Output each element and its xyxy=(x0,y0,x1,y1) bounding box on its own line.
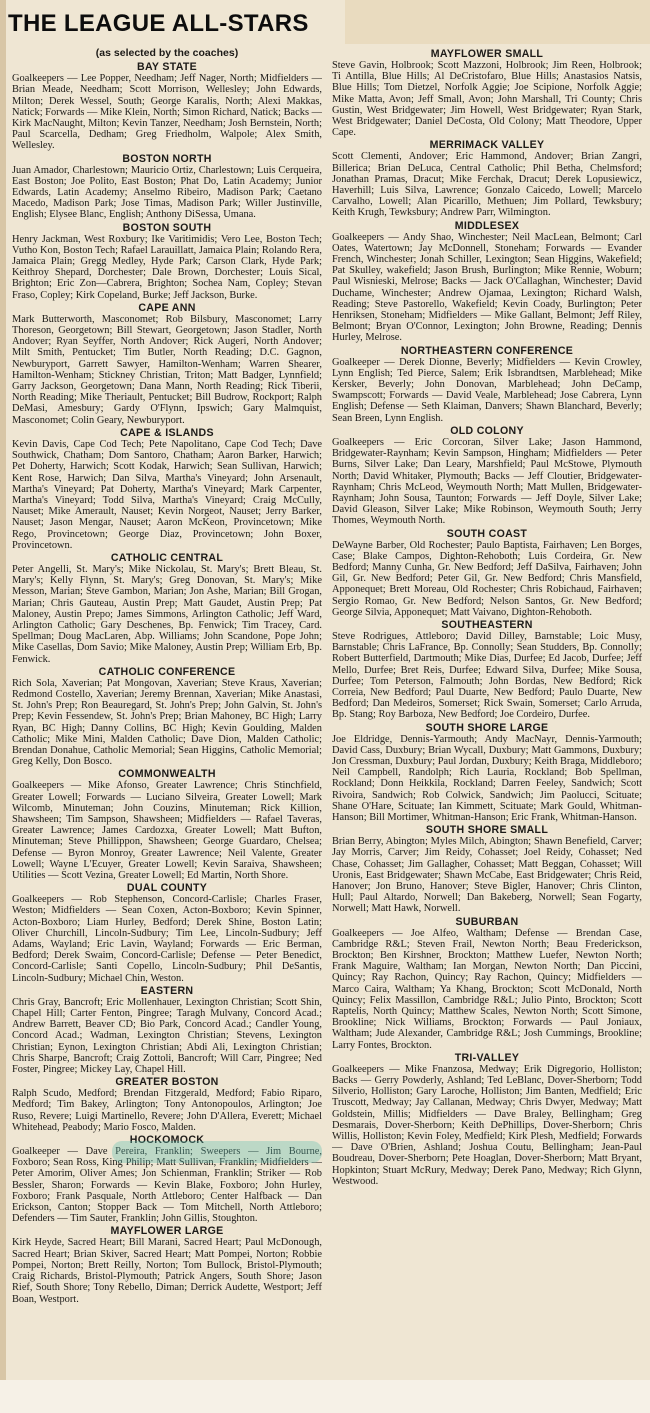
clipping-background-strip xyxy=(345,0,650,44)
section-greater-boston xyxy=(12,1076,322,1133)
section-roster-text: Goalkeepers — Rob Stephenson, Concord-Carlisle; Charles Fraser, Weston; Midfielders — Sean Coxen, Acton-Boxboro; Kevin Spinner, Acton-Boxboro; Liam Hurley, Bedford; Derek Shine, Boston Latin; Oliver Churchill, Lincoln-Sudbury; Tim Lee, Lincoln-Sudbury; Jeff Adams, Wayland; Eric Lavin, Wayland; Forwards — Eric Berman, Bedford; Derek Swaim, Concord-Carlisle; Defense — Peter Benedict, Concord-Carlisle; Santi Copello, Lincoln-Sudbury; Phil DeSantis, Lincoln-Sudbury; Michael Chin, Weston. xyxy=(12,894,322,984)
section-roster-text: Ralph Scudo, Medford; Brendan Fitzgerald, Medford; Fabio Riparo, Medford; Tim Bakey, Arlington; Tony Antonopoulos, Arlington; Joe Ruso, Revere; Luigi Martinello, Revere; John D'Allera, Everett; Michael Whitehead, Peabody; Mario Fosco, Malden. xyxy=(12,1088,322,1133)
section-old-colony xyxy=(332,425,642,527)
section-roster-text: Henry Jackman, West Roxbury; Ike Varitimidis; Vero Lee, Boston Tech; Vutho Kon, Boston Tech; Rafael Larauillatt, Jamaica Plain; Rolando Rera, Jamaica Plain; Gregg Medley, Hyde Park; Carson Clark, Hyde Park; Keithroy Shepard, Dorchester; Dale Brown, Dorchester; Louis Sical, Brighton; Eric Zon—Cabrera, Brighton; Sochea Nam, Copley; Stevan Fraso, Copley; Kirk Copeland, Burke; Jeff Jackson, Burke. xyxy=(12,233,322,301)
section-roster-text: Goalkeepers — Eric Corcoran, Silver Lake; Jason Hammond, Bridgewater-Raynham; Kevin Sampson, Hingham; Midfielders — Peter Burns, Silver Lake; Dan Leary, Marshfield; Paul McStowe, Plymouth North; David Whitaker, Plymouth; Backs — Jeff Cloutier, Bridgewater-Raynham; Chris McLeod, Weymouth North; Matt Mullen, Bridgewater-Raynham; John Sousa, Taunton; Forwards — Jeff Doyle, Silver Lake; David Gleason, Silver Lake; Mike Robinson, Weymouth South; Jerry Thomes, Weymouth North. xyxy=(332,436,642,527)
headline: THE LEAGUE ALL-STARS xyxy=(8,10,309,37)
column-right xyxy=(332,48,642,1378)
section-heading: MIDDLESEX xyxy=(454,219,520,232)
section-south-shore-small xyxy=(332,824,642,914)
section-heading: BAY STATE xyxy=(137,61,197,74)
section-northeastern-conference xyxy=(332,345,642,424)
section-heading: OLD COLONY xyxy=(450,424,524,437)
section-heading: SOUTHEASTERN xyxy=(441,618,533,631)
page-bottom-margin xyxy=(0,1380,650,1413)
section-heading: SOUTH SHORE LARGE xyxy=(425,721,549,734)
section-tri-valley xyxy=(332,1052,642,1187)
column-left xyxy=(12,48,322,1378)
section-heading: CAPE & ISLANDS xyxy=(120,426,214,439)
section-south-coast xyxy=(332,528,642,618)
section-roster-text: Joe Eldridge, Dennis-Yarmouth; Andy MacNayr, Dennis-Yarmouth; David Cass, Duxbury; Brian Wycall, Duxbury; Matt Gammons, Duxbury; Jon Cressman, Duxbury; Paul Jordan, Duxbury; Keith Braga, Middleboro; Neil Campbell, Randolph; Rich Lauria, Rockland; Bob Spellman, Rockland; Donn Heikkila, Rockland; Darren Feeley, Sandwich; Scott Rivoira, Sandwich; Rob Colwick, Sandwich; Jim Paolucci, Scituate; Shane O'Hare, Scituate; Ian Kimmett, Scituate; Mark Gould, Whitman-Hanson; Bill Mortimer, Whitman-Hanson; Eric Frank, Whitman-Hanson. xyxy=(332,733,642,823)
section-roster-text: Goalkeepers — Andy Shao, Winchester; Neil MacLean, Belmont; Carl Oates, Watertown; Jay McDonnell, Stoneham; Forwards — Evander French, Winchester; Jonah Schiller, Lexington; Sean Higgins, Wakefield; Pat Skulley, wakefield; Jason Brush, Burlington; Mike Rennie, Woburn; Paul Wisnieski, Melrose; Backs — Jack O'Callaghan, Winchester; David Duchame, Winchester; Andrew Ojamaa, Lexington; Richard Walsh, Reading; Steve Pastorello, Wakefield; Kevin Coady, Burlington; Peter Henriksen, Stoneham; Midfielders — Mike Gallant, Belmont; Jeff Riley, Belmont; Bryan O'Connor, Lexington; John Browne, Reading; Dennis Hurley, Melrose. xyxy=(332,231,642,344)
section-heading: CAPE ANN xyxy=(138,301,196,314)
section-roster-text: Goalkeepers — Mike Afonso, Greater Lawrence; Chris Stinchfield, Greater Lowell; Forwards — Luciano Silveira, Greater Lowell; Mark Wilcomb, Minuteman; John Couzins, Minuteman; Rick Killion, Shawsheen; Tim Sampson, Shawsheen; Midfielders — Rafael Taveras, Greater Lawrence; James Cardozxa, Greater Lowell; Matt Bufton, Minuteman; Steve Phillippon, Shawsheen; George Guardaro, Chelsea; Defense — Byron Monroy, Greater Lawrence; Neil Valente, Greater Lowell; Wayne L'Ecuyer, Greater Lowell; Kevin Saraiva, Shawsheen; Utilities — Scott Vezina, Greater Lowell; Ed Martin, North Shore. xyxy=(12,780,322,881)
section-heading: BOSTON SOUTH xyxy=(122,221,212,234)
section-heading: SOUTH SHORE SMALL xyxy=(425,824,549,837)
section-roster-text: Goalkeepers — Mike Fnanzosa, Medway; Erik Digregorio, Holliston; Backs — Gerry Powderly, Ashland; Ted LeBlanc, Dover-Sherborn; Todd Silverio, Holliston; Gary Laroche, Holliston; Jim Banten, Medfield; Eric Truscott, Medway; Jay Callanan, Medway; Chris Dwyer, Medway; Matt Goldstein, Millis; Midfielders — Dave Braley, Bellingham; Greg Desmarais, Dover-Sherborn; Keith DePhillips, Dover-Sherborn; Chris Willis, Holliston; Kevin Foley, Medfield; Kirk Plesh, Medfield; Forwards — Dave O'Brien, Ashland; Joshua Coutu, Bellingham; Jean-Paul Boudreau, Dover-Sherborn; Pete Hoaglan, Dover-Sherborn; Matt Bryant, Hopkinton; Stuart McRury, Medway; Derek Pano, Medway; Rich Glynn, Westwood. xyxy=(332,1063,642,1187)
section-heading: MERRIMACK VALLEY xyxy=(429,139,545,152)
section-roster-text: Peter Angelli, St. Mary's; Mike Nickolau, St. Mary's; Brett Bleau, St. Mary's; Kelly Flynn, St. Mary's; Greg Donovan, St. Mary's; Mike Messon, Marian; Steve Gambon, Marian; Jon Ashe, Marian; Bill Grogan, Marian; Chris Gauteau, Austin Prep; Matt Gaudet, Austin Prep; Pat Maloney, Austin Prepo; James Simmons, Arlington Catholic; Jeff Ward, Arlington Catholic; Gary Deschenes, Bp. Fenwick; Tim Tracey, Card. Spellman; Doug MacLaren, Abp. Williams; John Scandone, Pope John; Mike Casellas, Dom Savio; Mike Maloney, Austin Prep; William Erb, Bp. Fenwick. xyxy=(12,563,322,665)
section-roster-text: Juan Amador, Charlestown; Mauricio Ortiz, Charlestown; Luis Cerqueira, East Boston; Joe Polito, East Boston; Phat Do, Latin Academy; Junior Edwards, Latin Academy; Anselmo Ribeiro, Madison Park; Caetano Macedo, Madison Park; Jose Timas, Madison Park; Willer Justinville, English; Elysee Blanc, English; Anthony DiSessa, Umana. xyxy=(12,164,322,221)
section-roster-text: Brian Berry, Abington; Myles Milch, Abington; Shawn Benefield, Carver; Jay Morris, Carver; Jim Reidy, Cohasset; Joel Reidy, Cohasset; Ned Chase, Cohasset; Jim Gallagher, Cohasset; Matt Beggan, Cohasset; Will Uronis, East Bridgewater; Shawn McCabe, East Bridgewater; Chris Reid, Hanover; Jon Bruno, Hanover; Steve Bigler, Hanover; Chris Clinton, Hull; Paul Altardo, Norwell; Dan Bakeberg, Norwell; Sean Fogarty, Norwell; Matt Hawk, Norwell. xyxy=(332,836,642,915)
section-roster-text: Steve Gavin, Holbrook; Scott Mazzoni, Holbrook; Jim Reen, Holbrook; Ti Antilla, Blue Hills; Al DeCristofaro, Blue Hills; Anastasios Natsis, Blue Hills; Tom Dietzel, Norfolk Aggie; Joe Scipione, Norfolk Aggie; Mike Matta, Avon; Jeff Small, Avon; John Marshall, Tri County; Chris Gustin, West Bridgewater; Jim Howell, West Bridgewater; Ryan Stark, West Bridgewater; Daniel DeCosta, Old Colony; Matt Theodore, Upper Cape. xyxy=(332,60,642,139)
section-heading: CATHOLIC CONFERENCE xyxy=(98,665,236,678)
section-roster-text: Goalkeepers — Joe Alfeo, Waltham; Defense — Brendan Case, Cambridge R&L; Steven Frail, Newton North; Beau Frederickson, Brockton; Ben Kirshner, Brockton; Matthew Luefer, Newton North; Frank Maguire, Waltham; Ian Morgan, Newton North; Dan Piccini, Quincy; Ray Rachon, Quincy; Ray Rachon, Quincy; Midfielders — Marco Caira, Waltham; Ya Khang, Brockton; Scott McDonald, North Quincy; Felix Massillon, Cambridge R&L; Julio Pinto, Brockton; Scott Raptelis, North Quincy; Matthew Scales, Newton North; Scott Simone, Brookline; Nick Williams, Brockton; Forwards — Paul Joniaux, Waltham; Jude Alexander, Cambridge R&L; Josh Cummings, Brookline; Larry Fontes, Brockton. xyxy=(332,927,642,1051)
section-roster-text: Kevin Davis, Cape Cod Tech; Pete Napolitano, Cape Cod Tech; Dave Southwick, Chatham; Dom Santoro, Chatham; Aaron Barker, Harwich; Pet Doherty, Harwich; Scott Kodak, Harwich; Sean Sullivan, Harwich; Kent Rose, Harwich; Dan Silva, Martha's Vineyard; John Arsenault, Martha's Vineyard; Pat Doherty, Martha's Vineyard; Mark Carpenter, Martha's Vineyard; Todd Silva, Martha's Vineyard; Craig McCully, Nauset; Mike Amerault, Nauset; Kevin Norgeot, Nauset; Jerry Barker, Nauset; Jason Mengar, Nauset; Aaron McKeon, Provincetown; Mike Rego, Provincetown; George Diaz, Provincetown; John Boxer, Provincetown. xyxy=(12,438,322,551)
section-heading: SUBURBAN xyxy=(455,915,519,928)
article-columns xyxy=(12,48,642,1378)
section-merrimack-valley xyxy=(332,139,642,218)
section-middlesex xyxy=(332,220,642,344)
section-roster-text: Goalkeeper — Dave Pereira, Franklin; Sweepers — Jim Bourne, Foxboro; Sean Ross, King Philip; Matt Sullivan, Franklin; Midfielders — Peter Amorim, Oliver Ames; Jon Schienman, Franklin; Striker — Rob Bessler, Sharon; Forwards — Kevin Blake, Foxboro; John Hurley, Foxboro; Frank Pasquale, North Attleboro; Center Halfback — Dan Erickson, Canton; Stopper Back — Tom Mitchell, North Attleboro; Defenders — Tim Sauter, Franklin; John Gillis, Stoughton. xyxy=(12,1146,322,1225)
section-heading: MAYFLOWER LARGE xyxy=(110,1225,224,1238)
section-heading: EASTERN xyxy=(140,984,194,997)
section-eastern xyxy=(12,985,322,1075)
section-mayflower-large xyxy=(12,1225,322,1304)
section-heading: MAYFLOWER SMALL xyxy=(430,48,544,60)
section-suburban xyxy=(332,916,642,1051)
section-catholic-conference xyxy=(12,666,322,768)
section-commonwealth xyxy=(12,768,322,881)
section-roster-text: Scott Clementi, Andover; Eric Hammond, Andover; Brian Zangri, Billerica; Brian DeLuca, Central Catholic; Phil Betha, Chelmsford; Jonathan Pramas, Dracut; Mike Ferchak, Dracut; Derek Lopusiewicz, Haverhill; Luis Silva, Lawrence; Gonzalo Caicedo, Lowell; Marcelo Carvalho, Lowell; Alan Picarillo, Methuen; Jim Pollard, Tewksbury; Keith Krugh, Tewksbury; Andrew Parr, Wilmington. xyxy=(332,151,642,219)
section-roster-text: Kirk Heyde, Sacred Heart; Bill Marani, Sacred Heart; Paul McDonough, Sacred Heart; Brian Skiver, Sacred Heart; Matt Pompei, Norton; Robbie Pompei, Norton; Brett Reilly, Norton; Tom Bullock, Bristol-Plymouth; Craig Richards, Bristol-Plymouth; Patrick Angers, South Shore; Jason Rief, South Shore; Tony Rebello, Diman; Derrick Audette, Westport; Jeff Boan, Westport. xyxy=(12,1237,322,1305)
section-catholic-central xyxy=(12,552,322,665)
section-roster-text: Goalkeeper — Derek Dionne, Beverly; Midfielders — Kevin Crowley, Lynn English; Ted Pierce, Salem; Erik Isbrandtsen, Marblehead; Mike Kersker, Beverly; John Donovan, Marblehead; John DeCamp, Swampscott; Forwards — David Veale, Marblehead; Jose Cabrera, Lynn English; Defense — Seth Klaiman, Danvers; Shawn Blanchard, Beverly; Sean Breen, Lynn English. xyxy=(332,356,642,424)
section-roster-text: Steve Rodrigues, Attleboro; David Dilley, Barnstable; Loic Musy, Barnstable; Chris LaFrance, Bp. Connolly; Sean Studders, Bp. Connolly; Robert Butterfield, Dartmouth; Mike Dias, Durfee; Ed Jacob, Durfee; Jeff Mello, Durfee; Bret Reis, Durfee; Edward Silva, Durfee; Mike Sousa, Durfee; Tom Peterson, Falmouth; John Bordas, New Bedford; Rick Correia, New Bedford; Paul Duarte, New Bedford; Paulo Duarte, New Bedford; Dan Medeiros, Somerset; Rick Swain, Somerset; Carlo Arruda, Bp. Stang; Roy Barboza, New Bedford; Joe Cordeiro, Durfee. xyxy=(332,630,642,721)
section-roster-text: Chris Gray, Bancroft; Eric Mollenhauer, Lexington Christian; Scott Shin, Chapel Hill; Carter Fenton, Pingree; Taragh Mulvany, Concord Acad.; Andrew Barrett, Beaver CD; Bio Park, Concord Acad.; Candler Young, Concord Acad.; Wadman, Lexington Christian; Stevens, Lexington Christian; Eynon, Lexington Christian; Abdi Ali, Lexington Christian; Chris Sharpe, Bancroft; Craig Zottoli, Bancroft; Will Carr, Pingree; Ned Foster, Pingree; Mickey Lay, Chapel Hill. xyxy=(12,996,322,1076)
section-boston-south xyxy=(12,222,322,301)
section-heading: GREATER BOSTON xyxy=(115,1076,219,1089)
section-roster-text: Goalkeepers — Lee Popper, Needham; Jeff Nager, North; Midfielders — Brian Meade, Needham; Scott Morrison, Wellesley; John Edwards, Milton; Derek Wessel, South; George Karalis, North; Alexi Makkas, Natick; Forwards — Mike Klein, North; Simon Richard, Natick; Backs — Kirk MacNaught, Milton; Kevin Tanzer, Needham; Josh Bernstein, North; Paul Scarcella, Dedham; Greg Friedholm, Walpole; Alex Smith, Wellesley. xyxy=(12,73,322,152)
section-heading: NORTHEASTERN CONFERENCE xyxy=(400,344,574,357)
section-dual-county xyxy=(12,882,322,984)
section-roster-text: Rich Sola, Xaverian; Pat Mongovan, Xaverian; Steve Kraus, Xaverian; Redmond Costello, Xaverian; Jeremy Brennan, Xaverian; Mike Anastasi, St. John's Prep; Ron Beauregard, St. John's Prep; John Galvin, St. John's Prep; Kevin Fessendew, St. John's Prep; Brian Mahoney, BC High; Larry Ryan, BC High; Danny Collins, BC High; Kevin Goulding, Malden Catholic; Mike Mini, Malden Catholic; Dave Dion, Malden Catholic; Brendan Donahue, Catholic Memorial; Sean Higgins, Catholic Memorial; Greg Kelly, Don Bosco. xyxy=(12,677,322,768)
section-heading: HOCKOMOCK xyxy=(129,1134,205,1147)
section-heading: COMMONWEALTH xyxy=(118,768,216,781)
section-heading: SOUTH COAST xyxy=(446,527,528,540)
section-hockomock xyxy=(12,1134,322,1224)
section-bay-state xyxy=(12,61,322,151)
section-south-shore-large xyxy=(332,722,642,824)
section-cape-islands xyxy=(12,427,322,551)
section-southeastern xyxy=(332,619,642,721)
section-roster-text: DeWayne Barber, Old Rochester; Paulo Baptista, Fairhaven; Len Borges, Case; Blake Campos, Dighton-Rehoboth; Luis Cordeira, Gr. New Bedford; Manny Cunha, Gr. New Bedford; Jeff DaSilva, Fairhaven; John Gil, Gr. New Bedford; Peter Gil, Gr. New Bedford; Chris Mansfield, Apponequet; Brett Moreau, Old Rochester; Chris Robichaud, Fairhaven; Sergio Romao, Gr. New Bedford; Nelson Santos, Gr. New Bedford; George Silvia, Apponequet; Matt Vaivano, Dighton-Rehoboth. xyxy=(332,539,642,618)
section-heading: BOSTON NORTH xyxy=(122,152,212,165)
section-cape-ann xyxy=(12,302,322,426)
byline: (as selected by the coaches) xyxy=(95,48,239,59)
section-heading: DUAL COUNTY xyxy=(126,882,208,895)
section-heading: CATHOLIC CENTRAL xyxy=(110,551,224,564)
section-boston-north xyxy=(12,153,322,221)
section-mayflower-small xyxy=(332,48,642,138)
section-roster-text: Mark Butterworth, Masconomet; Rob Bilsbury, Masconomet; Larry Thoreson, Georgetown; Bill Stewart, Georgetown; Jason Stadler, North Andover; Ryan Seyffer, North Andover; Rick Augeri, North Andover; Milt Smith, Pentucket; Tim Butler, North Reading; D.C. Gagnon, Newburyport, Garrett Sawyer, Hamilton-Wenham; Warren Shearer, Hamilton-Wenham; Stickney Christian, Triton; Matt Badger, Lynnfield; Garry Jackson, Georgetown; Dana Mann, North Reading; Rick Tiberii, North Reading; Mike Theriault, Pentucket; Bill Budrow, Rockport; Ralph DeMasi, Amesbury; Gardy O'Flynn, Ipswich; Gary Malmquist, Masconomet; Colin Geary, Newburyport. xyxy=(12,313,322,426)
section-heading: TRI-VALLEY xyxy=(454,1051,520,1064)
